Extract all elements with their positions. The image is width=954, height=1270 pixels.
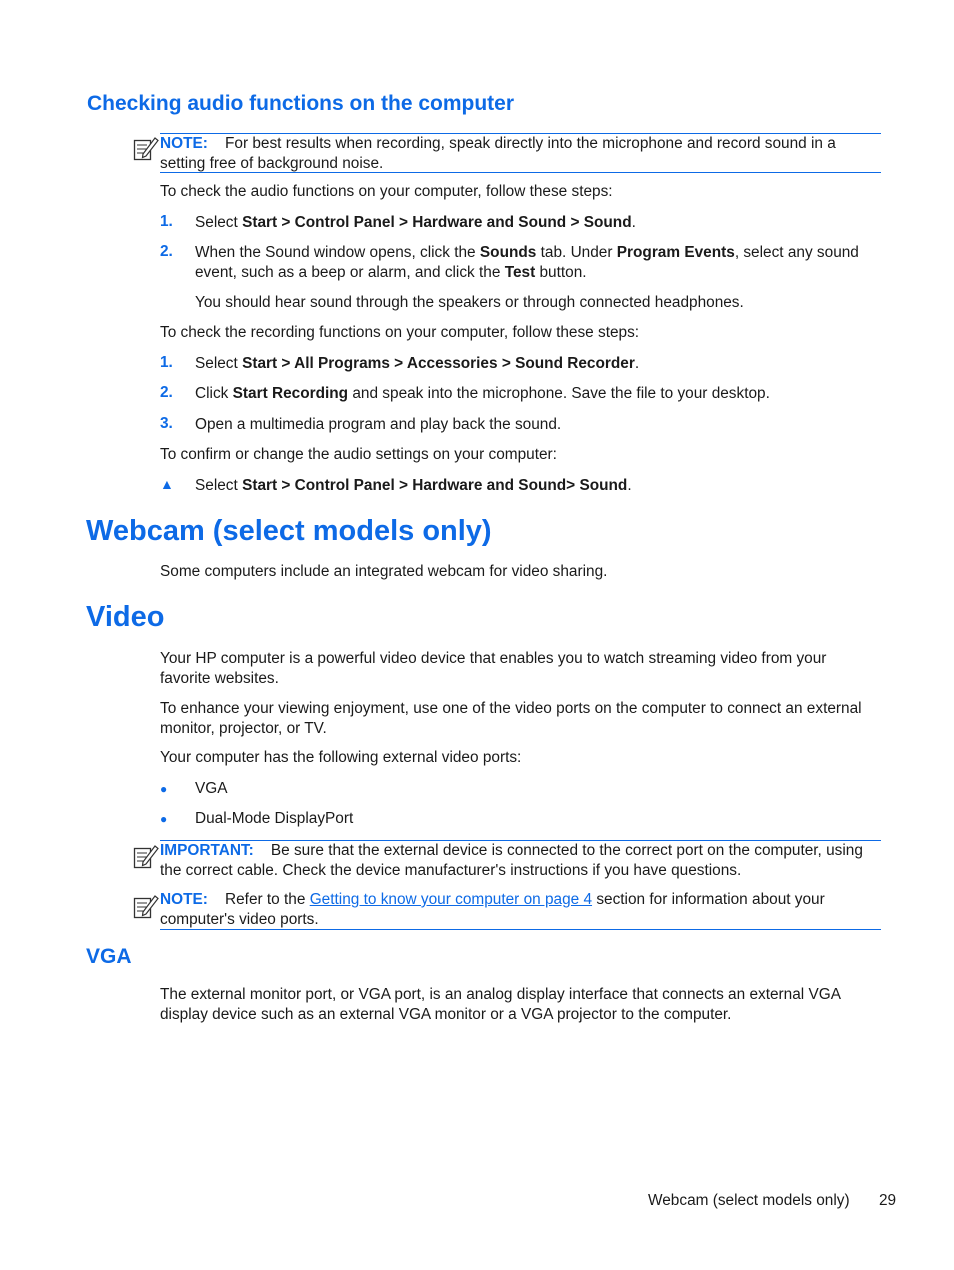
step-number: 1.: [160, 213, 173, 230]
note-text: section for information about your computer's video ports.: [160, 891, 825, 928]
webcam-text: Some computers include an integrated webcam for video sharing.: [160, 563, 608, 580]
footer-section-title: Webcam (select models only): [648, 1192, 850, 1209]
bullet-icon: ●: [160, 782, 168, 796]
section-heading-video: Video: [86, 601, 165, 633]
step-item: Open a multimedia program and play back the sound.: [195, 416, 562, 433]
step-number: 3.: [160, 415, 173, 432]
intro-audio: To check the audio functions on your computer, follow these steps:: [160, 183, 613, 200]
section-heading-vga: VGA: [86, 945, 132, 968]
step-text: When the Sound window opens, click the: [195, 244, 480, 261]
step-text: Select: [195, 214, 243, 231]
triangle-bullet-icon: ▲: [160, 476, 174, 492]
video-paragraph: Your HP computer is a powerful video device that enables you to watch streaming video from your favorite websites.: [160, 650, 827, 687]
bullet-icon: ●: [160, 812, 168, 826]
step-item: [195, 476, 885, 496]
note-label: NOTE:: [160, 891, 208, 908]
note-text: For best results when recording, speak directly into the microphone and record sound in a setting free of background noise.: [160, 135, 836, 172]
intro-settings: To confirm or change the audio settings on your computer:: [160, 446, 557, 463]
step-path: Start > All Programs > Accessories > Sound Recorder: [242, 355, 635, 372]
important-text: Be sure that the external device is connected to the correct port on the computer, using the correct cable. Check the device manufacturer's instructions if you have questions.: [160, 842, 863, 879]
note-text: Refer to the: [225, 891, 310, 908]
step-text: Click: [195, 385, 233, 402]
step-item: [195, 243, 885, 283]
step-path: Start > Control Panel > Hardware and Sound> Sound: [242, 477, 628, 494]
step-path: Start > Control Panel > Hardware and Sound > Sound: [242, 214, 632, 231]
step-text: .: [627, 477, 632, 494]
step-number: 2.: [160, 243, 173, 260]
step-number: 1.: [160, 354, 173, 371]
port-item: VGA: [195, 780, 228, 797]
vga-text: The external monitor port, or VGA port, is an analog display interface that connects an external VGA display device such as an external VGA monitor or a VGA projector to the computer.: [160, 986, 841, 1023]
step-item: [195, 384, 885, 404]
step-text: and speak into the microphone. Save the file to your desktop.: [348, 385, 770, 402]
port-item: Dual-Mode DisplayPort: [195, 810, 354, 827]
note-icon: [133, 893, 159, 919]
step-subtext: You should hear sound through the speakers or through connected headphones.: [195, 294, 744, 311]
note-box-video-ports: [160, 890, 881, 930]
important-icon: [133, 843, 159, 869]
step-text: button.: [535, 264, 587, 281]
section-heading-audio: Checking audio functions on the computer: [87, 92, 515, 115]
step-item: [195, 213, 885, 233]
note-label: NOTE:: [160, 135, 208, 152]
important-box: [160, 840, 881, 880]
section-heading-webcam: Webcam (select models only): [86, 515, 492, 547]
step-text: Select: [195, 355, 243, 372]
step-item: [195, 354, 885, 374]
step-text: .: [631, 214, 636, 231]
note-icon: [133, 135, 159, 161]
note-box-recording: [160, 133, 881, 173]
intro-recording: To check the recording functions on your computer, follow these steps:: [160, 324, 640, 341]
step-number: 2.: [160, 384, 173, 401]
getting-to-know-link[interactable]: Getting to know your computer on page 4: [309, 891, 593, 908]
video-paragraph: Your computer has the following external video ports:: [160, 749, 522, 766]
step-bold: Program Events: [616, 244, 735, 261]
step-text: , select any sound event, such as a beep or alarm, and click the: [195, 244, 859, 281]
page-number: 29: [879, 1192, 897, 1209]
step-text: tab. Under: [536, 244, 617, 261]
step-bold: Test: [504, 264, 536, 281]
step-bold: Sounds: [479, 244, 537, 261]
video-paragraph: To enhance your viewing enjoyment, use one of the video ports on the computer to connect an external monitor, projector, or TV.: [160, 700, 862, 737]
step-text: .: [634, 355, 640, 372]
important-label: IMPORTANT:: [160, 842, 254, 859]
step-bold: Start Recording: [232, 385, 349, 402]
step-text: Select: [195, 477, 243, 494]
